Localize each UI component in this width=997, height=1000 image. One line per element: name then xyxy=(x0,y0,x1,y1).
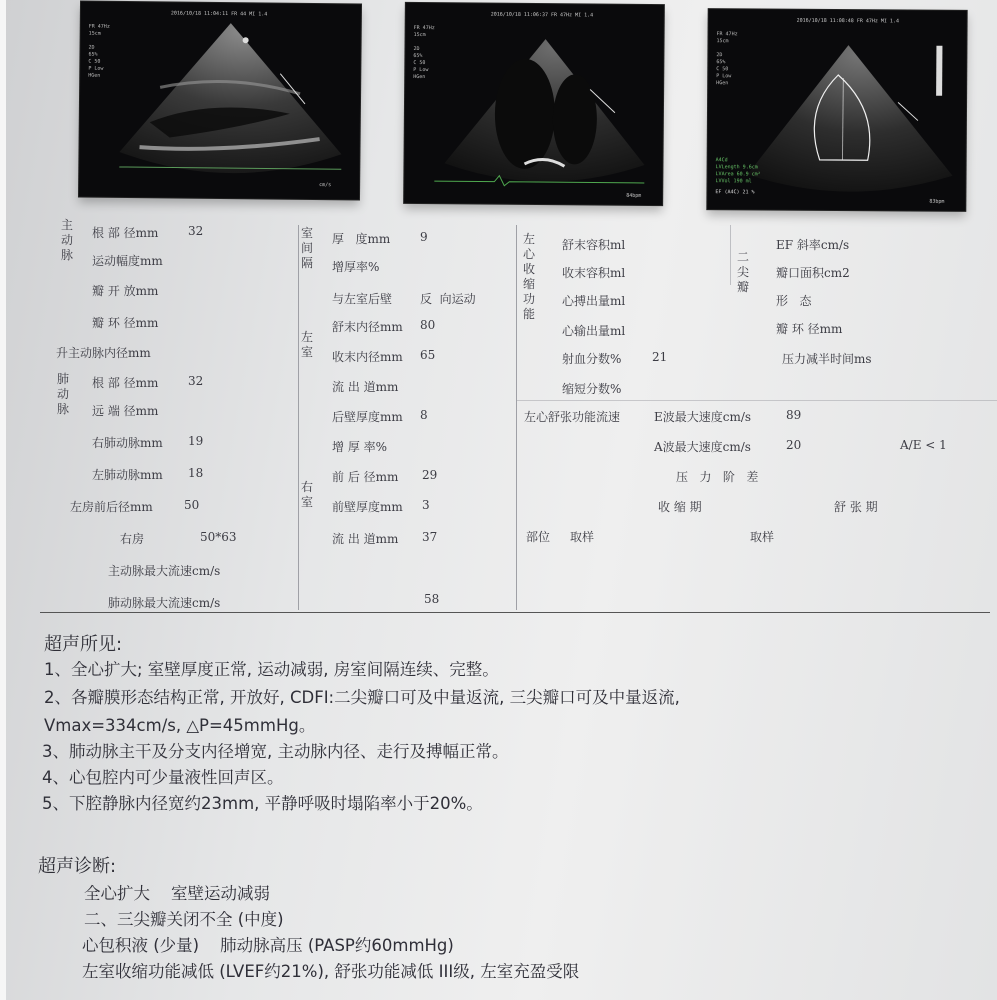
table-bottom-rule xyxy=(40,612,990,613)
fractional-shortening-label: 缩短分数% xyxy=(562,382,622,396)
la-value: 50 xyxy=(184,498,200,512)
diastolic-label: 舒 张 期 xyxy=(834,500,878,514)
diagnosis-line: 心包积液 (少量) 肺动脉高压 (PASP约60mmHg) xyxy=(82,936,454,955)
lv-edd-label: 舒末内径mm xyxy=(332,320,403,334)
lpa-label: 左肺动脉mm xyxy=(92,468,163,482)
lv-thickening-label: 增 厚 率% xyxy=(332,440,388,454)
sector-scan xyxy=(404,3,664,205)
aorta-motion-label: 运动幅度mm xyxy=(92,254,163,268)
septum-vs-lv-wall-label: 与左室后壁 xyxy=(332,292,393,306)
image-header: 2016/10/18 11:06:37 FR 47Hz MI 1.4 xyxy=(490,11,594,19)
image-settings: FR 47Hz 15cm 2D 65% C 50 P Low HGen xyxy=(413,24,435,81)
ejection-fraction-value: 21 xyxy=(652,350,668,364)
pa-root-value: 32 xyxy=(188,374,204,388)
rv-ap-label: 前 后 径mm xyxy=(332,470,399,484)
rv-group-label: 右室 xyxy=(300,480,313,509)
lv-posterior-wall-label: 后壁厚度mm xyxy=(332,410,403,424)
rv-anterior-wall-value: 3 xyxy=(422,498,430,512)
rv-anterior-wall-label: 前壁厚度mm xyxy=(332,500,403,514)
septum-motion-value: 反 向运动 xyxy=(420,292,476,306)
cardiac-output-label: 心输出量ml xyxy=(562,324,626,338)
table-divider xyxy=(516,225,517,610)
mitral-group-label: 二尖瓣 xyxy=(736,250,749,294)
lv-outflow-label: 流 出 道mm xyxy=(332,380,399,394)
lpa-value: 18 xyxy=(188,466,204,480)
pressure-half-time-label: 压力减半时间ms xyxy=(782,352,872,366)
a-wave-label: A波最大速度cm/s xyxy=(654,440,751,454)
lv-edd-value: 80 xyxy=(420,318,436,332)
pulmonary-group-label: 肺动脉 xyxy=(56,372,69,416)
pa-max-velocity-label: 肺动脉最大流速cm/s xyxy=(108,596,221,610)
stroke-volume-label: 心搏出量ml xyxy=(562,294,626,308)
lv-esv-label: 收末容积ml xyxy=(562,266,626,280)
systolic-label: 收 缩 期 xyxy=(658,500,702,514)
sector-scan xyxy=(79,2,361,200)
page-edge xyxy=(0,0,6,1000)
measurement-panel: A4Cd LVLength 9.6cm LVArea 60.9 cm² LVVol 190 ml xyxy=(715,157,761,185)
table-divider xyxy=(298,225,299,610)
ejection-fraction-label: 射血分数% xyxy=(562,352,622,366)
bpm-readout: 83bpm xyxy=(929,198,945,205)
pa-max-velocity-value: 58 xyxy=(424,592,440,606)
lv-esd-value: 65 xyxy=(420,348,436,362)
finding-line: 5、下腔静脉内径宽约23mm, 平静呼吸时塌陷率小于20%。 xyxy=(42,794,483,813)
table-divider xyxy=(730,225,731,285)
septum-thickness-label: 厚 度mm xyxy=(332,232,391,246)
rv-outflow-value: 37 xyxy=(422,530,438,544)
ef-slope-label: EF 斜率cm/s xyxy=(776,238,850,252)
diagnosis-line: 二、三尖瓣关闭不全 (中度) xyxy=(84,910,284,929)
finding-line: Vmax=334cm/s, △P=45mmHg。 xyxy=(44,716,316,735)
ef-readout: EF (A4C) 21 % xyxy=(715,189,755,196)
rpa-value: 19 xyxy=(188,434,204,448)
e-wave-label: E波最大速度cm/s xyxy=(654,410,752,424)
lv-posterior-wall-value: 8 xyxy=(420,408,428,422)
ra-label: 右房 xyxy=(120,532,145,546)
sample-label: 取样 xyxy=(570,530,595,544)
finding-line: 1、全心扩大; 室壁厚度正常, 运动减弱, 房室间隔连续、完整。 xyxy=(44,660,499,679)
septum-thickening-label: 增厚率% xyxy=(332,260,380,274)
lv-systolic-group-label: 左心收缩功能 xyxy=(522,232,535,321)
ultrasound-image-lv-volume xyxy=(707,9,966,211)
diagnosis-title: 超声诊断: xyxy=(38,856,117,877)
ra-value: 50*63 xyxy=(200,530,237,544)
rv-outflow-label: 流 出 道mm xyxy=(332,532,399,546)
septum-thickness-value: 9 xyxy=(420,230,428,244)
diagnosis-line: 左室收缩功能减低 (LVEF约21%), 舒张功能减低 III级, 左室充盈受限 xyxy=(82,962,580,981)
morphology-label: 形 态 xyxy=(776,294,812,308)
rv-ap-value: 29 xyxy=(422,468,438,482)
la-label: 左房前后径mm xyxy=(70,500,153,514)
lv-group-label: 左室 xyxy=(300,330,313,359)
image-settings: FR 47Hz 15cm 2D 65% C 50 P Low HGen xyxy=(88,23,110,79)
aorta-root-label: 根 部 径mm xyxy=(92,226,159,240)
table-divider xyxy=(517,400,997,401)
finding-line: 2、各瓣膜形态结构正常, 开放好, CDFI:二尖瓣口可及中量返流, 三尖瓣口可及中量返流, xyxy=(44,688,680,707)
image-footer: cm/s xyxy=(319,182,332,189)
pressure-gradient-label: 压 力 阶 差 xyxy=(676,470,759,484)
ae-ratio: A/E < 1 xyxy=(900,438,947,452)
aortic-valve-opening-label: 瓣 开 放mm xyxy=(92,284,159,298)
aorta-root-value: 32 xyxy=(188,224,204,238)
e-wave-value: 89 xyxy=(786,408,802,422)
valve-area-label: 瓣口面积cm2 xyxy=(776,266,850,280)
image-header: 2016/10/18 11:04:11 FR 44 MI 1.4 xyxy=(170,10,268,18)
a-wave-value: 20 xyxy=(786,438,802,452)
lv-diastolic-label: 左心舒张功能流速 xyxy=(524,410,621,424)
ascending-aorta-label: 升主动脉内径mm xyxy=(56,346,151,360)
aortic-annulus-label: 瓣 环 径mm xyxy=(92,316,159,330)
rpa-label: 右肺动脉mm xyxy=(92,436,163,450)
pa-distal-label: 远 端 径mm xyxy=(92,404,159,418)
lv-esd-label: 收末内径mm xyxy=(332,350,403,364)
image-footer: 84bpm xyxy=(626,192,642,199)
image-header: 2016/10/18 11:08:48 FR 47Hz MI 1.4 xyxy=(796,17,900,25)
aorta-group-label: 主动脉 xyxy=(60,218,73,262)
image-settings: FR 47Hz 15cm 2D 65% C 50 P Low HGen xyxy=(716,31,738,87)
site-label: 部位 xyxy=(526,530,551,544)
sample-label: 取样 xyxy=(750,530,775,544)
finding-line: 3、肺动脉主干及分支内径增宽, 主动脉内径、走行及搏幅正常。 xyxy=(42,742,509,761)
finding-line: 4、心包腔内可少量液性回声区。 xyxy=(42,768,284,787)
findings-title: 超声所见: xyxy=(44,634,123,655)
pa-root-label: 根 部 径mm xyxy=(92,376,159,390)
aorta-max-velocity-label: 主动脉最大流速cm/s xyxy=(108,564,221,578)
lv-edv-label: 舒末容积ml xyxy=(562,238,626,252)
septum-group-label: 室间隔 xyxy=(300,226,313,270)
mitral-annulus-label: 瓣 环 径mm xyxy=(776,322,843,336)
diagnosis-line: 全心扩大 室壁运动减弱 xyxy=(84,884,270,903)
ultrasound-image-apical xyxy=(404,3,664,205)
ultrasound-image-parasternal xyxy=(79,2,361,200)
